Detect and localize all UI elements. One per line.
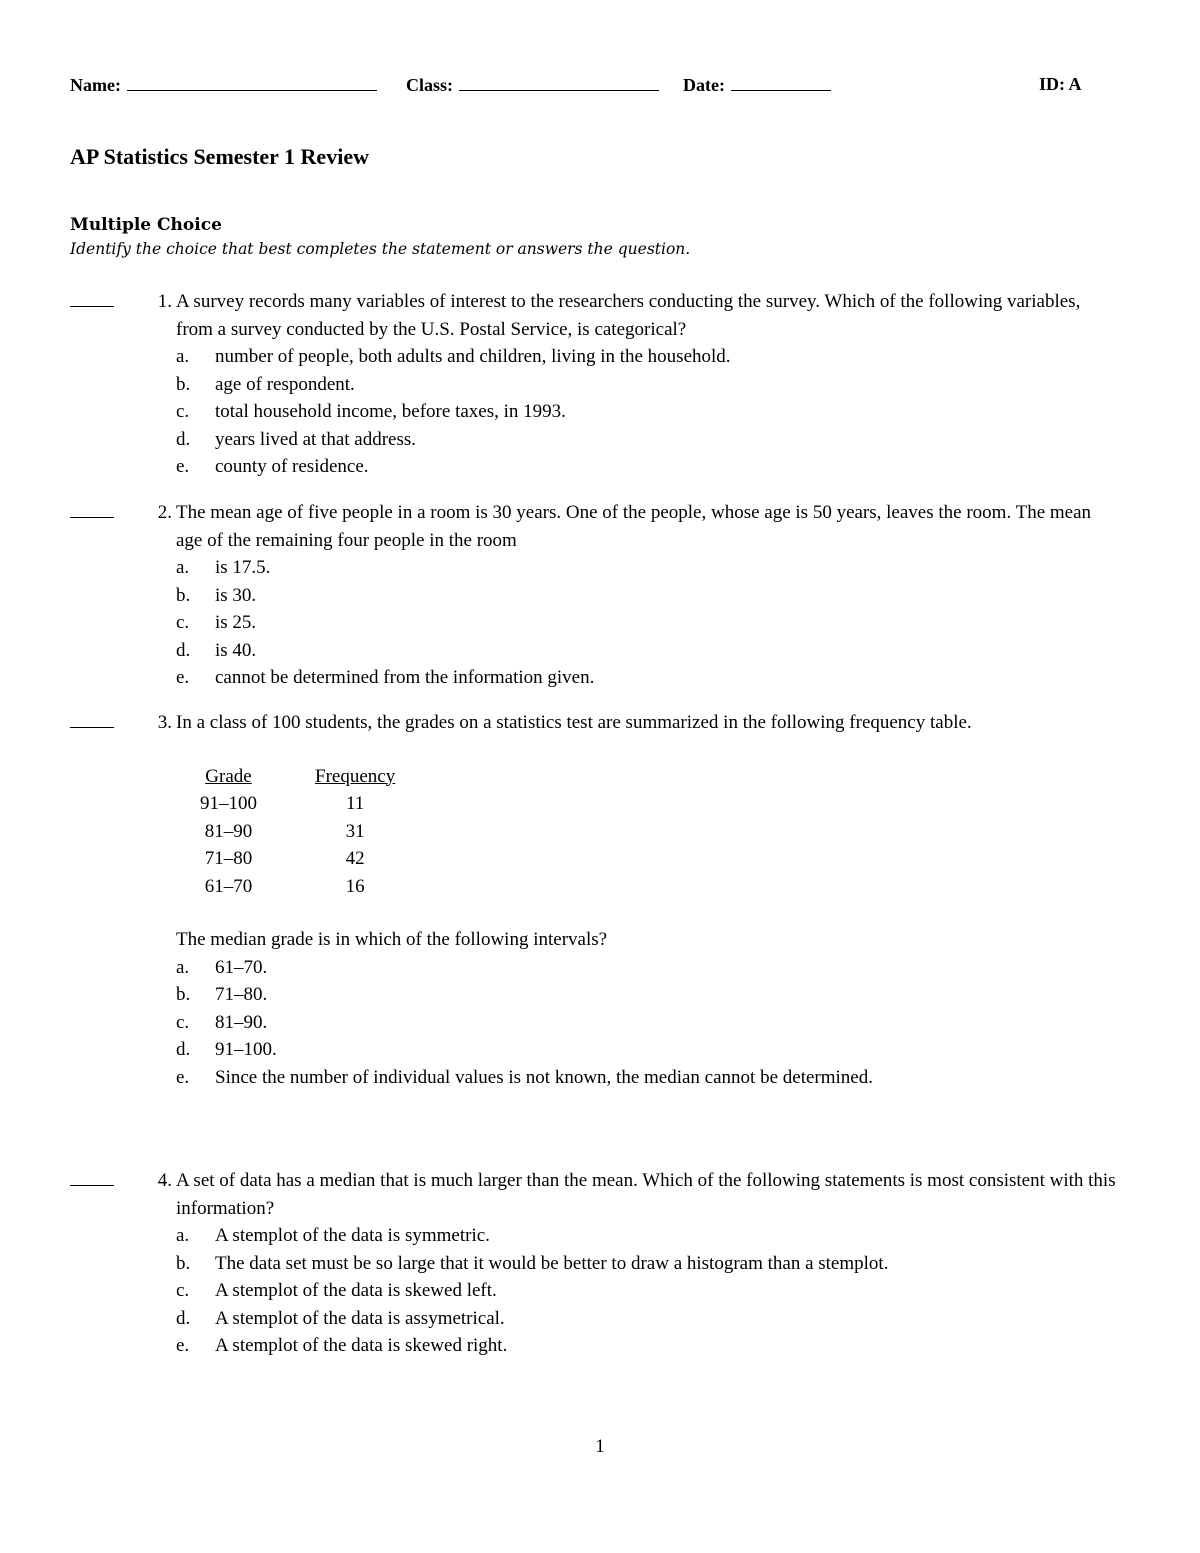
name-field bbox=[70, 74, 377, 96]
choice-a[interactable] bbox=[176, 554, 1121, 582]
choice-text: number of people, both adults and children, living in the household. bbox=[215, 346, 731, 367]
section-title: Multiple Choice bbox=[70, 215, 222, 235]
choice-letter: c. bbox=[176, 401, 190, 422]
question-body bbox=[176, 499, 1121, 692]
choice-c[interactable] bbox=[176, 1277, 1121, 1305]
grade-cell: 71–80 bbox=[204, 848, 253, 869]
choice-b[interactable] bbox=[176, 582, 1121, 610]
choice-c[interactable] bbox=[176, 609, 1121, 637]
frequency-cell: 11 bbox=[345, 793, 365, 814]
choice-b[interactable] bbox=[176, 371, 1121, 399]
name-label: Name: bbox=[70, 75, 121, 95]
choice-letter: d. bbox=[176, 639, 191, 661]
grade-cell: 91–100 bbox=[200, 793, 257, 814]
class-field bbox=[406, 74, 659, 96]
class-blank[interactable] bbox=[459, 74, 659, 91]
choice-letter: c. bbox=[176, 1011, 190, 1033]
choice-text: 71–80. bbox=[215, 984, 268, 1005]
choice-a[interactable] bbox=[176, 954, 1121, 982]
choice-list bbox=[176, 954, 1121, 1092]
id-label: ID: A bbox=[1039, 74, 1082, 94]
choice-text: total household income, before taxes, in 1993. bbox=[215, 401, 566, 422]
grade-cell: 61–70 bbox=[204, 875, 253, 897]
choice-text: 81–90. bbox=[215, 1011, 268, 1033]
table-row bbox=[200, 845, 413, 873]
date-label: Date: bbox=[683, 75, 725, 95]
table-row bbox=[200, 818, 413, 846]
frequency-cell: 16 bbox=[345, 875, 365, 897]
question-body bbox=[176, 288, 1121, 481]
choice-letter: b. bbox=[176, 1252, 191, 1274]
choice-text: A stemplot of the data is assymetrical. bbox=[215, 1307, 505, 1329]
answer-blank[interactable] bbox=[70, 727, 114, 728]
name-blank[interactable] bbox=[127, 74, 377, 91]
choice-letter: a. bbox=[176, 346, 190, 367]
choice-text: Since the number of individual values is not known, the median cannot be determined. bbox=[215, 1066, 873, 1088]
choice-text: 91–100. bbox=[215, 1039, 277, 1060]
question-followup: The median grade is in which of the following intervals? bbox=[176, 929, 608, 950]
page-title: AP Statistics Semester 1 Review bbox=[70, 144, 369, 169]
question-body bbox=[176, 709, 1121, 1091]
choice-letter: e. bbox=[176, 456, 190, 477]
question-number: 1. bbox=[157, 291, 172, 312]
choice-letter: c. bbox=[176, 612, 190, 633]
choice-text: is 30. bbox=[215, 584, 257, 606]
table-row bbox=[200, 873, 413, 901]
choice-text: A stemplot of the data is skewed left. bbox=[215, 1280, 497, 1301]
choice-letter: a. bbox=[176, 956, 190, 978]
section-instructions: Identify the choice that best completes the statement or answers the question. bbox=[70, 240, 691, 258]
choice-e[interactable] bbox=[176, 664, 1121, 692]
column-header-frequency: Frequency bbox=[315, 765, 396, 787]
grade-cell: 81–90 bbox=[204, 820, 253, 842]
choice-d[interactable] bbox=[176, 1305, 1121, 1333]
choice-c[interactable] bbox=[176, 398, 1121, 426]
frequency-cell: 42 bbox=[345, 848, 365, 869]
table-row bbox=[200, 790, 413, 818]
question-number: 2. bbox=[157, 502, 172, 523]
choice-letter: a. bbox=[176, 1225, 190, 1246]
choice-text: is 17.5. bbox=[215, 557, 271, 578]
choice-list bbox=[176, 343, 1121, 481]
frequency-cell: 31 bbox=[345, 820, 365, 842]
question-text: In a class of 100 students, the grades on a statistics test are summarized in the following frequency table. bbox=[176, 712, 972, 733]
choice-text: cannot be determined from the information given. bbox=[215, 667, 595, 688]
answer-blank[interactable] bbox=[70, 1185, 114, 1186]
choice-letter: b. bbox=[176, 584, 191, 606]
choice-text: years lived at that address. bbox=[215, 428, 417, 450]
choice-e[interactable] bbox=[176, 1332, 1121, 1360]
choice-letter: e. bbox=[176, 1066, 190, 1088]
choice-a[interactable] bbox=[176, 343, 1121, 371]
choice-b[interactable] bbox=[176, 981, 1121, 1009]
choice-letter: b. bbox=[176, 373, 191, 395]
question-number: 4. bbox=[157, 1170, 172, 1191]
choice-text: is 40. bbox=[215, 639, 257, 661]
choice-list bbox=[176, 554, 1121, 692]
choice-a[interactable] bbox=[176, 1222, 1121, 1250]
question-number: 3. bbox=[157, 712, 172, 733]
column-header-grade: Grade bbox=[205, 765, 252, 787]
page-number: 1 bbox=[595, 1436, 605, 1457]
choice-text: age of respondent. bbox=[215, 373, 355, 395]
date-field bbox=[683, 74, 831, 96]
answer-blank[interactable] bbox=[70, 306, 114, 307]
choice-letter: e. bbox=[176, 1335, 190, 1356]
choice-text: county of residence. bbox=[215, 456, 369, 477]
date-blank[interactable] bbox=[731, 74, 831, 91]
choice-letter: d. bbox=[176, 428, 191, 450]
answer-blank[interactable] bbox=[70, 517, 114, 518]
class-label: Class: bbox=[406, 75, 454, 95]
choice-d[interactable] bbox=[176, 426, 1121, 454]
choice-text: A stemplot of the data is skewed right. bbox=[215, 1335, 508, 1356]
choice-e[interactable] bbox=[176, 453, 1121, 481]
question-text: A survey records many variables of interest to the researchers conducting the survey. Which of the following variables, from a survey conducted by the U.S. Postal Service, is categorical? bbox=[176, 291, 1081, 340]
choice-b[interactable] bbox=[176, 1250, 975, 1278]
frequency-table bbox=[200, 763, 413, 901]
choice-text: The data set must be so large that it would be better to draw a histogram than a stemplot. bbox=[215, 1252, 889, 1274]
choice-list bbox=[176, 1222, 1121, 1360]
header-line bbox=[70, 74, 1095, 98]
choice-letter: d. bbox=[176, 1039, 191, 1060]
choice-letter: e. bbox=[176, 667, 190, 688]
question-body bbox=[176, 1167, 1121, 1360]
choice-e[interactable] bbox=[176, 1064, 915, 1092]
choice-text: A stemplot of the data is symmetric. bbox=[215, 1225, 490, 1246]
choice-c[interactable] bbox=[176, 1009, 1121, 1037]
choice-letter: c. bbox=[176, 1280, 190, 1301]
table-header-row bbox=[200, 763, 413, 791]
question-text: The mean age of five people in a room is 30 years. One of the people, whose age is 50 years, leaves the room. The mean age of the remaining four people in the room bbox=[176, 502, 1092, 551]
choice-letter: d. bbox=[176, 1307, 191, 1329]
choice-letter: a. bbox=[176, 557, 190, 578]
choice-letter: b. bbox=[176, 984, 191, 1005]
question-text: A set of data has a median that is much larger than the mean. Which of the following statements is most consistent with this information? bbox=[176, 1170, 1116, 1219]
choice-d[interactable] bbox=[176, 1036, 1121, 1064]
choice-text: is 25. bbox=[215, 612, 257, 633]
choice-text: 61–70. bbox=[215, 956, 268, 978]
choice-d[interactable] bbox=[176, 637, 1121, 665]
